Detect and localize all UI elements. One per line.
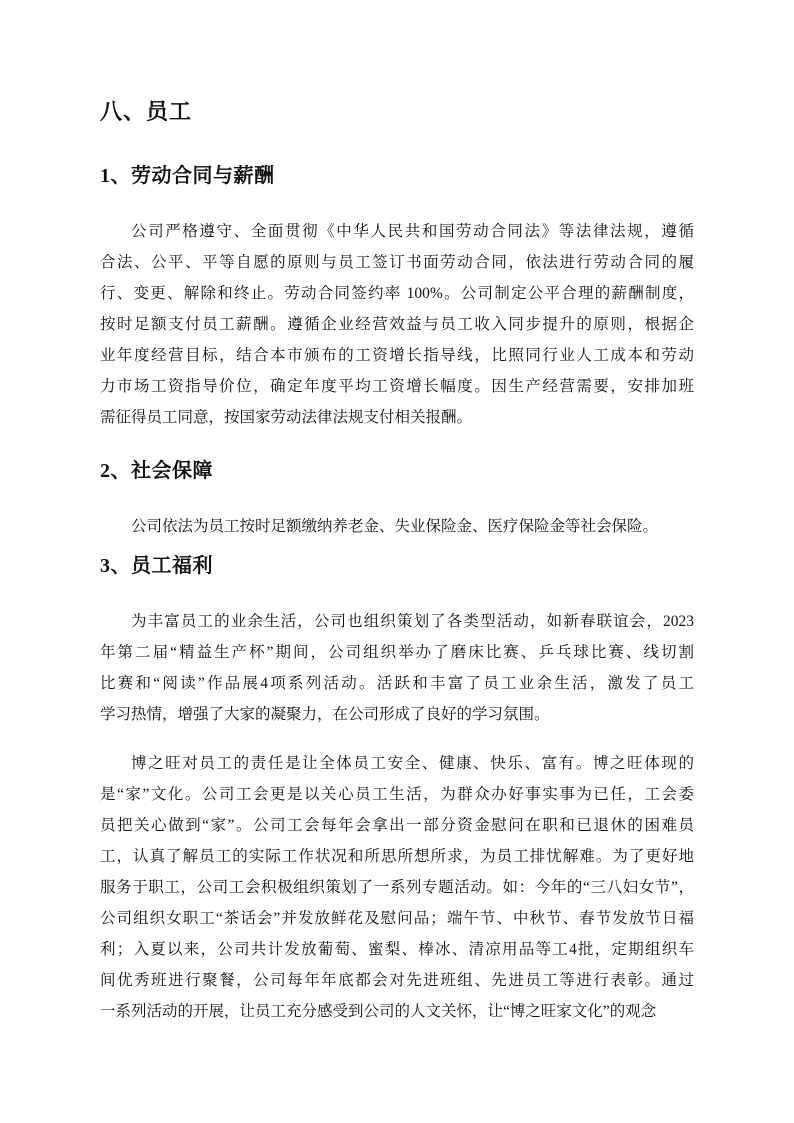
text-line: 合法、公平、平等自愿的原则与员工签订书面劳动合同，依法进行劳动合同的履 xyxy=(100,254,694,271)
section-1-paragraph-1 xyxy=(100,216,694,433)
text-line: 比赛和“阅读”作品展4项系列活动。活跃和丰富了员工业余生活，激发了员工 xyxy=(100,675,694,692)
text-line: 工，认真了解员工的实际工作状况和所思所想所求，为员工排忧解难。为了更好地 xyxy=(100,848,694,865)
text-line: 年第二届“精益生产杯”期间，公司组织举办了磨床比赛、乒乓球比赛、线切割 xyxy=(100,644,694,661)
chapter-title: 八、员工 xyxy=(100,99,193,124)
text-line: 是“家”文化。公司工会更是以关心员工生活，为群众办好事实事为已任，工会委 xyxy=(100,786,694,803)
section-3-paragraph-2 xyxy=(100,748,694,1027)
text-line: 力市场工资指导价位，确定年度平均工资增长幅度。因生产经营需要，安排加班 xyxy=(100,378,694,395)
text-line: 公司严格遵守、全面贯彻《中华人民共和国劳动合同法》等法律法规，遵循 xyxy=(131,223,694,240)
section-2-paragraph-1 xyxy=(100,511,694,542)
text-line: 业年度经营目标，结合本市颁布的工资增长指导线，比照同行业人工成本和劳动 xyxy=(100,347,694,364)
text-line: 行、变更、解除和终止。劳动合同签约率 100%。公司制定公平合理的薪酬制度， xyxy=(100,285,694,302)
section-3-paragraph-1 xyxy=(100,606,694,730)
text-line: 博之旺对员工的责任是让全体员工安全、健康、快乐、富有。博之旺体现的 xyxy=(131,755,694,772)
section-2-heading: 2、社会保障 xyxy=(100,460,213,482)
section-3-heading: 3、员工福利 xyxy=(100,555,213,577)
text-line: 为丰富员工的业余生活，公司也组织策划了各类型活动，如新春联谊会，2023 xyxy=(131,613,694,630)
text-line: 利；入夏以来，公司共计发放葡萄、蜜梨、棒冰、清凉用品等工4批，定期组织车 xyxy=(100,941,694,958)
text-line: 公司组织女职工“茶话会”并发放鲜花及慰问品；端午节、中秋节、春节发放节日福 xyxy=(100,910,694,927)
text-line: 间优秀班进行聚餐，公司每年年底都会对先进班组、先进员工等进行表彰。通过 xyxy=(100,972,694,989)
text-line: 学习热情，增强了大家的凝聚力，在公司形成了良好的学习氛围。 xyxy=(100,706,550,723)
text-line: 按时足额支付员工薪酬。遵循企业经营效益与员工收入同步提升的原则，根据企 xyxy=(100,316,694,333)
text-line: 公司依法为员工按时足额缴纳养老金、失业保险金、医疗保险金等社会保险。 xyxy=(131,518,659,535)
section-1-heading: 1、劳动合同与薪酬 xyxy=(100,165,275,187)
text-line: 一系列活动的开展，让员工充分感受到公司的人文关怀，让“博之旺家文化”的观念 xyxy=(100,1003,657,1020)
text-line: 服务于职工，公司工会积极组织策划了一系列专题活动。如：今年的“三八妇女节”， xyxy=(100,879,694,896)
text-line: 员把关心做到“家”。公司工会每年会拿出一部分资金慰问在职和已退休的困难员 xyxy=(100,817,694,834)
text-line: 需征得员工同意，按国家劳动法律法规支付相关报酬。 xyxy=(100,409,473,426)
